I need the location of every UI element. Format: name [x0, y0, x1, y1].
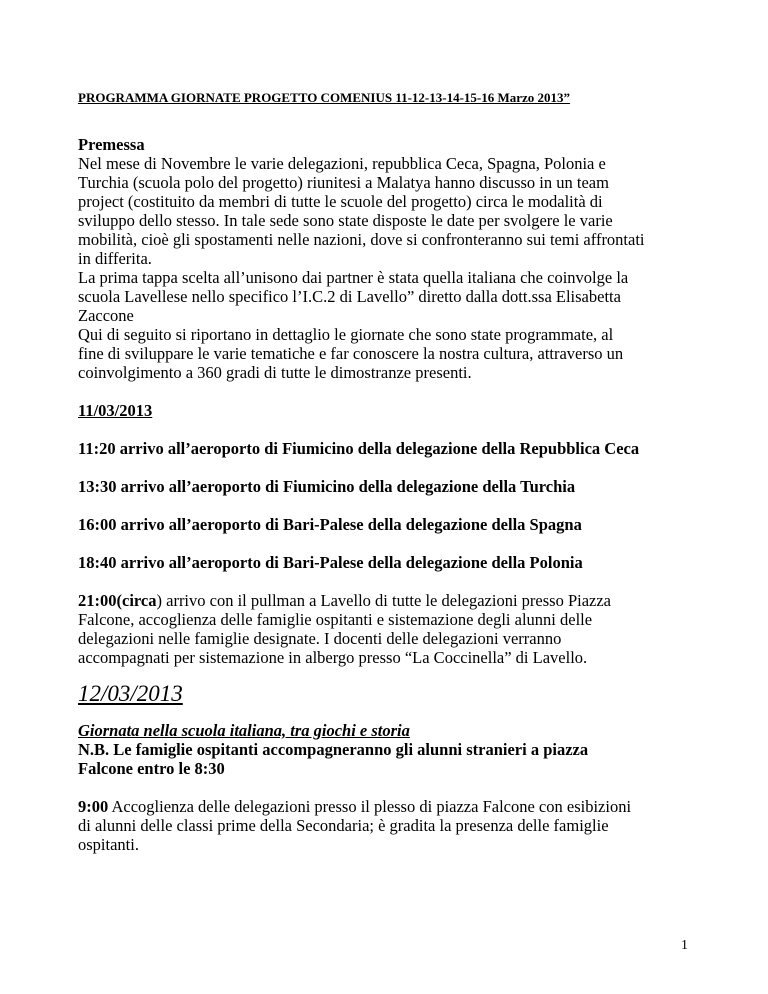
premessa-line: Turchia (scuola polo del progetto) riunitesi a Malatya hanno discusso in un team — [78, 173, 609, 192]
premessa-line: in differita. — [78, 249, 152, 268]
day1-date: 11/03/2013 — [78, 401, 153, 420]
premessa-text — [78, 154, 688, 382]
evening-line: ) arrivo con il pullman a Lavello di tutte le delegazioni presso Piazza — [156, 591, 612, 610]
arrival-item: 16:00 arrivo all’aeroporto di Bari-Palese della delegazione della Spagna — [78, 515, 582, 534]
nb-line: N.B. Le famiglie ospitanti accompagneranno gli alunni stranieri a piazza — [78, 740, 589, 759]
day2-item-line: ospitanti. — [78, 835, 139, 854]
premessa-line: scuola Lavellese nello specifico l’I.C.2 di Lavello” diretto dalla dott.ssa Elisabetta — [78, 287, 621, 306]
premessa-line: Nel mese di Novembre le varie delegazioni, repubblica Ceca, Spagna, Polonia e — [78, 154, 606, 173]
premessa-line: La prima tappa scelta all’unisono dai partner è stata quella italiana che coinvolge la — [78, 268, 629, 287]
nb-line: Falcone entro le 8:30 — [78, 759, 225, 778]
day2-subtitle: Giornata nella scuola italiana, tra giochi e storia — [78, 721, 410, 740]
evening-time: 21:00(circa — [78, 591, 157, 610]
document-title: PROGRAMMA GIORNATE PROGETTO COMENIUS 11-12-13-14-15-16 Marzo 2013” — [78, 90, 571, 105]
evening-item — [78, 591, 688, 610]
day2-item — [78, 797, 688, 816]
page-number: 1 — [681, 938, 688, 953]
premessa-heading: Premessa — [78, 135, 145, 154]
premessa-line: mobilità, cioè gli spostamenti nelle nazioni, dove si confronteranno sui temi affrontati — [78, 230, 645, 249]
day2-item-line: di alunni delle classi prime della Secondaria; è gradita la presenza delle famiglie — [78, 816, 609, 835]
premessa-line: project (costituito da membri di tutte le scuole del progetto) circa le modalità di — [78, 192, 603, 211]
evening-line: Falcone, accoglienza delle famiglie ospitanti e sistemazione degli alunni delle — [78, 610, 593, 629]
arrival-item: 18:40 arrivo all’aeroporto di Bari-Palese della delegazione della Polonia — [78, 553, 583, 572]
premessa-line: coinvolgimento a 360 gradi di tutte le dimostranze presenti. — [78, 363, 472, 382]
premessa-line: sviluppo dello stesso. In tale sede sono state disposte le date per svolgere le varie — [78, 211, 613, 230]
arrival-item: 13:30 arrivo all’aeroporto di Fiumicino della delegazione della Turchia — [78, 477, 576, 496]
evening-line: accompagnati per sistemazione in albergo presso “La Coccinella” di Lavello. — [78, 648, 588, 667]
day2-date: 12/03/2013 — [78, 681, 183, 706]
premessa-line: fine di sviluppare le varie tematiche e far conoscere la nostra cultura, attraverso un — [78, 344, 624, 363]
premessa-line: Qui di seguito si riportano in dettaglio le giornate che sono state programmate, al — [78, 325, 614, 344]
premessa-line: Zaccone — [78, 306, 134, 325]
evening-line: delegazioni nelle famiglie designate. I docenti delle delegazioni verranno — [78, 629, 562, 648]
document-body — [78, 135, 688, 854]
arrival-item: 11:20 arrivo all’aeroporto di Fiumicino della delegazione della Repubblica Ceca — [78, 439, 640, 458]
day2-item-line: Accoglienza delle delegazioni presso il plesso di piazza Falcone con esibizioni — [108, 797, 632, 816]
day2-item-time: 9:00 — [78, 797, 109, 816]
